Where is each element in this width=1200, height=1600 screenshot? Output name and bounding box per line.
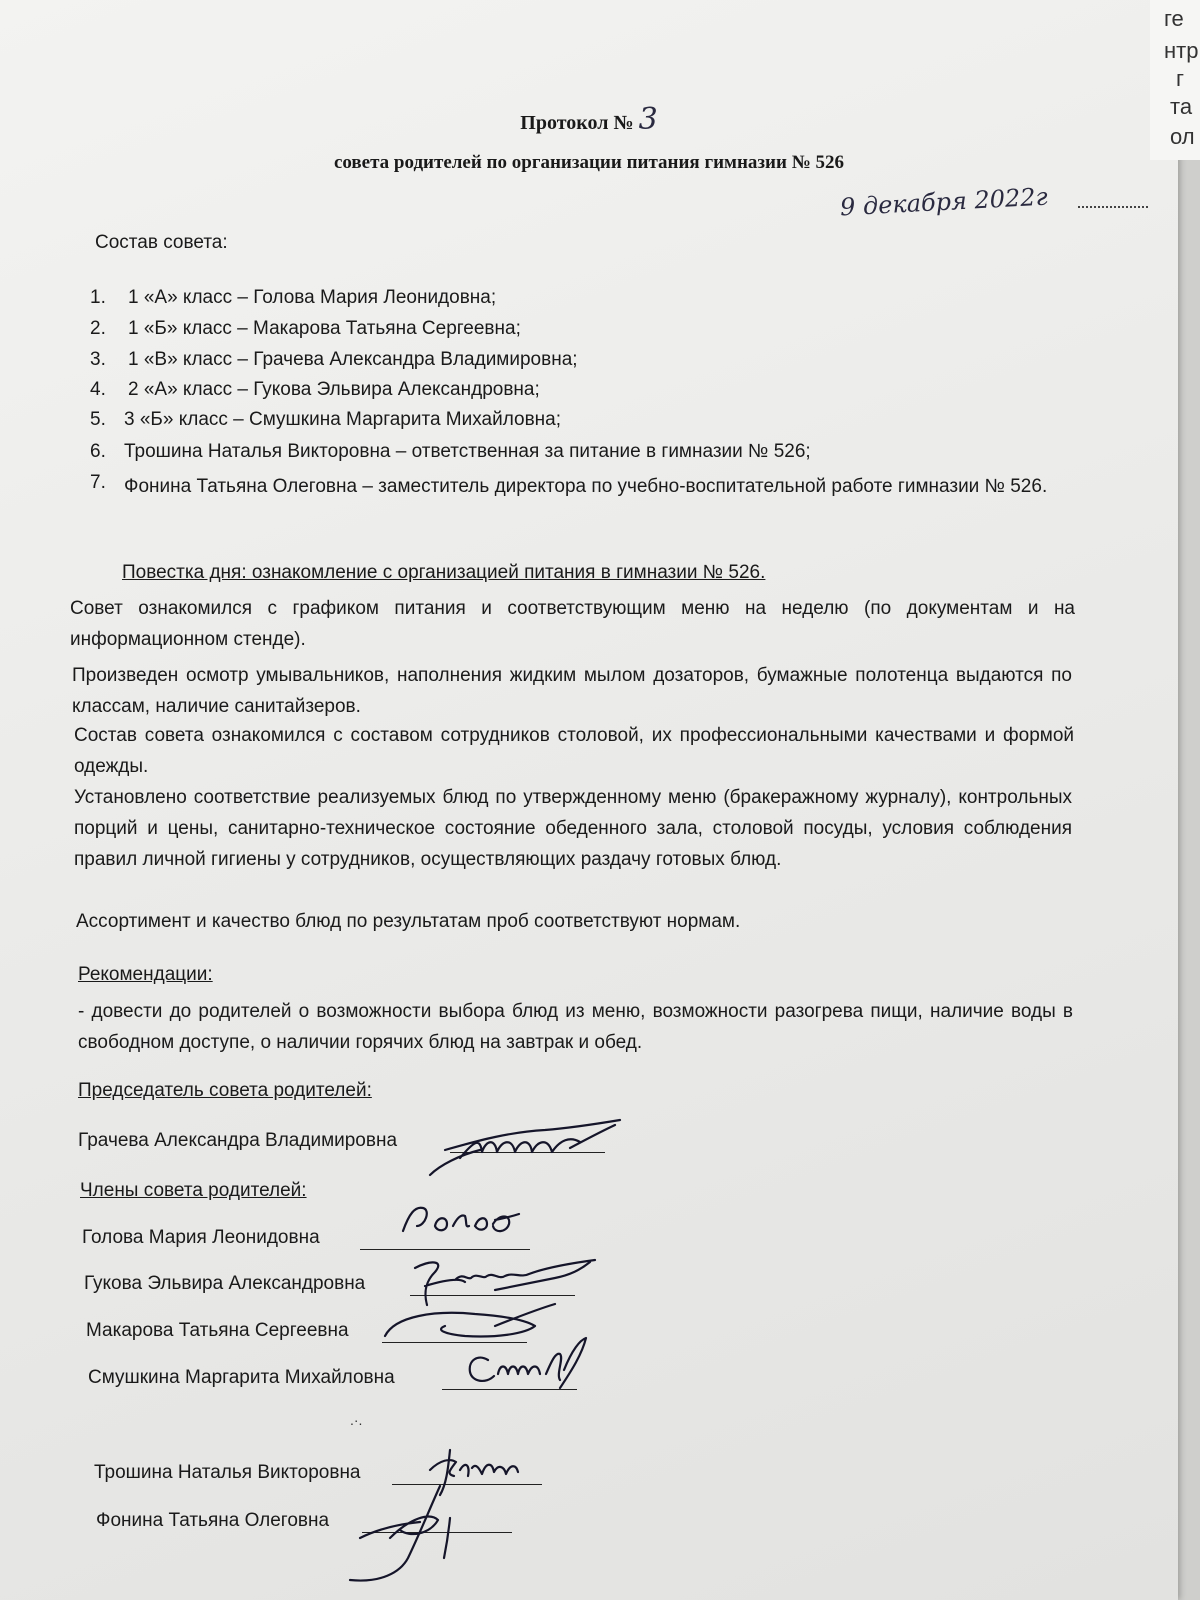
signatory-smushkina: Смушкина Маргарита Михайловна (88, 1367, 395, 1388)
edge-fragment: ол (1170, 124, 1195, 149)
edge-fragment: та (1170, 94, 1193, 119)
member-number: 7. (90, 472, 106, 493)
title-prefix: Протокол № (520, 112, 634, 134)
stray-marks: .·. (350, 1412, 363, 1428)
members-signatures-heading: Члены совета родителей: (80, 1180, 307, 1201)
handwritten-date: 9 декабря 2022г (839, 182, 1049, 222)
chair-name: Грачева Александра Владимировна (78, 1130, 398, 1151)
signatory-gukova: Гукова Эльвира Александровна (84, 1273, 366, 1294)
title-number-handwritten: 3 (638, 102, 658, 137)
chair-heading: Председатель совета родителей: (78, 1080, 372, 1101)
agenda-line: Повестка дня: ознакомление с организацией питания в гимназии № 526. (122, 562, 766, 583)
composition-heading: Состав совета: (95, 232, 228, 253)
signature-fonina (320, 1478, 470, 1588)
document-title (0, 102, 1178, 137)
paragraph-hygiene: Произведен осмотр умывальников, наполнения жидким мылом дозаторов, бумажные полотенца выдаются по классам, наличие санитайзеров. (72, 665, 1072, 717)
signature-golova (395, 1196, 535, 1256)
signature-smushkina (460, 1330, 600, 1400)
edge-fragment: нтр (1164, 38, 1199, 63)
member-entry: Трошина Наталья Викторовна – ответственная за питание в гимназии № 526; (124, 441, 811, 462)
edge-fragment: ге (1164, 6, 1184, 31)
signatory-golova: Голова Мария Леонидовна (82, 1227, 320, 1248)
adjacent-sheet-edge (1150, 0, 1200, 160)
member-entry: 1 «В» класс – Грачева Александра Владимировна; (128, 349, 578, 370)
document-subtitle: совета родителей по организации питания гимназии № 526 (333, 152, 845, 173)
paragraph-compliance: Установлено соответствие реализуемых блюд по утвержденному меню (бракеражному журналу), контрольных порций и цены, санитарно-техническое состояние обеденного зала, столовой посуды, условия соблюдения правил личной гигиены у сотрудников, осуществляющих раздачу готовых блюд. (74, 787, 1072, 870)
chair-signature (420, 1110, 640, 1190)
edge-fragment: г (1176, 66, 1185, 91)
member-number: 6. (90, 441, 106, 462)
member-entry: 2 «А» класс – Гукова Эльвира Александровна; (128, 379, 540, 400)
date-dotted-line (1078, 206, 1148, 208)
member-number: 2. (90, 318, 106, 339)
member-entry: Фонина Татьяна Олеговна – заместитель директора по учебно-воспитательной работе гимназии № 526. (124, 476, 1048, 497)
member-entry: 3 «Б» класс – Смушкина Маргарита Михайловна; (124, 409, 562, 430)
paragraph-menu: Совет ознакомился с графиком питания и соответствующим меню на неделю (по документам и на информационном стенде). (70, 598, 1075, 650)
member-number: 1. (90, 287, 106, 308)
member-entry: 1 «А» класс – Голова Мария Леонидовна; (128, 287, 497, 308)
signatory-makarova: Макарова Татьяна Сергеевна (86, 1320, 349, 1341)
member-number: 4. (90, 379, 106, 400)
signatory-troshina: Трошина Наталья Викторовна (94, 1462, 361, 1483)
member-entry: 1 «Б» класс – Макарова Татьяна Сергеевна; (128, 318, 521, 339)
signatory-fonina: Фонина Татьяна Олеговна (96, 1510, 330, 1531)
member-number: 3. (90, 349, 106, 370)
paragraph-assortment: Ассортимент и качество блюд по результатам проб соответствуют нормам. (76, 911, 741, 932)
recommendations-heading: Рекомендации: (78, 964, 213, 985)
member-number: 5. (90, 409, 106, 430)
paragraph-staff: Состав совета ознакомился с составом сотрудников столовой, их профессиональными качествами и формой одежды. (74, 725, 1074, 777)
recommendations-text: - довести до родителей о возможности выбора блюд из меню, возможности разогрева пищи, наличие воды в свободном доступе, о наличии горячих блюд на завтрак и обед. (78, 1001, 1073, 1053)
